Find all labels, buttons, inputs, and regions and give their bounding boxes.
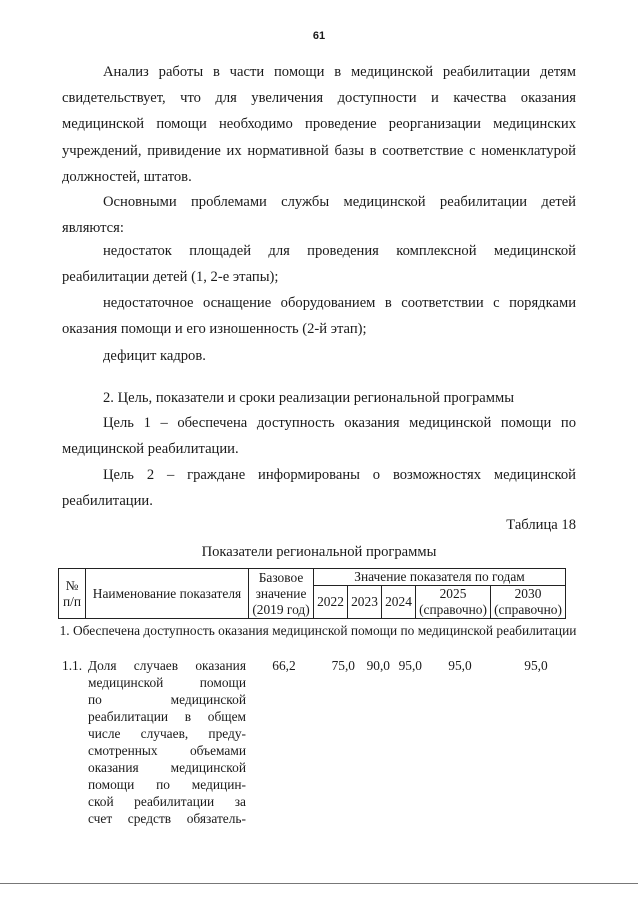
header-year: 2024 [382, 586, 416, 619]
row-base-value: 66,2 [272, 658, 296, 673]
header-years-group: Значение показателя по годам [314, 569, 566, 586]
text-line: Анализ работы в части помощи в медицинской реабилитации детям [103, 64, 576, 80]
header-year: 2025 (справочно) [416, 586, 491, 619]
row-name [88, 657, 246, 827]
header-year: 2023 [348, 586, 382, 619]
text-line: недостаток площадей для проведения комплексной медицинской [103, 243, 576, 259]
paragraph-problem-staff [62, 343, 576, 369]
text-line: дефицит кадров. [103, 348, 206, 364]
row-value-2022: 75,0 [331, 658, 355, 673]
header-year: 2030 (справочно) [491, 586, 566, 619]
header-year: 2022 [314, 586, 348, 619]
text-line: медицинской реабилитации. [62, 441, 239, 458]
text-line: реабилитации детей (1, 2-е этапы); [62, 269, 279, 286]
row-name-line: оказания медицинской [88, 760, 246, 775]
section-heading [62, 385, 576, 411]
row-name-line: медицинской помощи [88, 675, 246, 690]
paragraph-problem-equipment [62, 290, 576, 342]
text-line: недостаточное оснащение оборудованием в соответствии с порядками [103, 295, 576, 311]
row-value-2030: 95,0 [524, 658, 548, 673]
text-line: реабилитации. [62, 493, 153, 510]
row-name-line: помощи по медицин- [88, 777, 246, 792]
goal-1 [62, 410, 576, 462]
row-name-line: числе случаев, преду- [88, 726, 246, 741]
text-line: свидетельствует, что для увеличения доступности и качества оказания [62, 90, 576, 107]
row-name-line: реабилитации в общем [88, 709, 246, 724]
text-line: учреждений, привидение их нормативной базы в соответствие с номенклатурой [62, 142, 576, 159]
text-line: Цель 2 – граждане информированы о возможностях медицинской [103, 467, 576, 483]
row-name-line: счет средств обязатель- [88, 811, 246, 826]
table-title: Показатели региональной программы [201, 544, 437, 560]
row-num: 1.1. [62, 658, 83, 673]
text-line: медицинской помощи необходимо проведение реорганизации медицинских [62, 116, 576, 133]
row-name-line: ской реабилитации за [88, 794, 246, 809]
paragraph-analysis [62, 59, 576, 190]
row-name-line: по медицинской [88, 692, 246, 707]
text-line: являются: [62, 220, 124, 237]
table-number: Таблица 18 [506, 517, 576, 533]
table-subheading: 1. Обеспечена доступность оказания медицинской помощи по медицинской реабилитации [59, 623, 577, 638]
page-number: 61 [312, 30, 326, 42]
text-line: оказания помощи и его изношенность (2-й этап); [62, 321, 367, 338]
paragraph-problems [62, 189, 576, 241]
text-line: Основными проблемами службы медицинской реабилитации детей [103, 194, 576, 210]
text-line: Цель 1 – обеспечена доступность оказания медицинской помощи по [103, 415, 576, 431]
header-num: № п/п [59, 569, 86, 619]
goal-2 [62, 462, 576, 514]
page-bottom-edge [0, 883, 638, 884]
row-value-2025: 95,0 [448, 658, 472, 673]
header-base: Базовое значение (2019 год) [249, 569, 314, 619]
row-value-2023: 90,0 [366, 658, 390, 673]
paragraph-problem-area [62, 238, 576, 290]
row-name-line: Доля случаев оказания [88, 658, 246, 673]
row-name-line: смотренных объемами [88, 743, 246, 758]
header-name: Наименование показателя [86, 569, 249, 619]
indicators-table-header [58, 568, 566, 619]
text-line: 2. Цель, показатели и сроки реализации региональной программы [103, 390, 515, 406]
text-line: должностей, штатов. [62, 168, 192, 185]
row-value-2024: 95,0 [398, 658, 422, 673]
